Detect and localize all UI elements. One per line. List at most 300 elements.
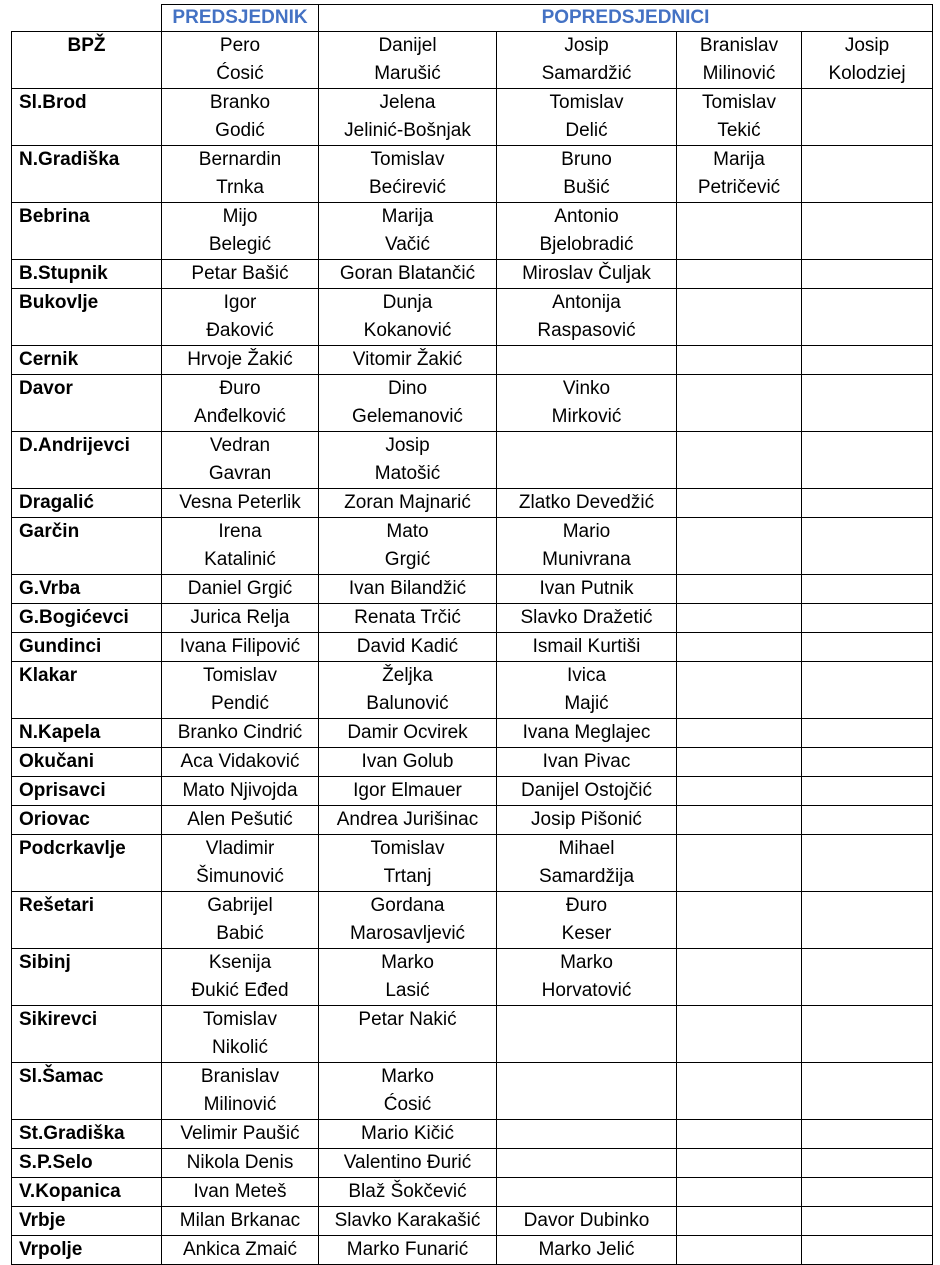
vice-president-cell: [319, 146, 497, 203]
person-name-line: David Kadić: [356, 636, 459, 657]
table-row: [12, 32, 933, 89]
person-name-line: Delić: [565, 120, 608, 141]
vice-president-cell: [677, 146, 802, 203]
vice-president-cell: [802, 89, 933, 146]
president-cell: [162, 575, 319, 604]
vice-president-cell: [319, 489, 497, 518]
person-name-line: Vedran: [209, 435, 271, 456]
person-name-line: Ivan Pivac: [542, 751, 631, 772]
person-name-line: Bruno: [561, 149, 612, 170]
person-name-line: Vitomir Žakić: [352, 349, 463, 370]
person-name-line: Ismail Kurtiši: [532, 636, 641, 657]
vice-president-cell: [319, 346, 497, 375]
person-name-line: Jelena: [379, 92, 436, 113]
person-name-line: Ivan Meteš: [193, 1181, 287, 1202]
president-cell: [162, 1149, 319, 1178]
officials-table: [11, 4, 933, 1265]
person-name-line: Munivrana: [542, 549, 631, 570]
vice-president-cell: [497, 892, 677, 949]
person-name-line: Matošić: [374, 463, 441, 484]
person-name-line: Ksenija: [208, 952, 272, 973]
vice-president-cell: [319, 949, 497, 1006]
vice-president-cell: [677, 489, 802, 518]
vice-president-cell: [677, 1207, 802, 1236]
person-name-line: Andrea Jurišinac: [336, 809, 479, 830]
vice-president-cell: [319, 518, 497, 575]
person-name-line: Ivana Filipović: [179, 636, 301, 657]
vice-president-cell: [677, 1178, 802, 1207]
municipality-name: Vrpolje: [12, 1236, 162, 1265]
vice-president-cell: [802, 748, 933, 777]
vice-president-cell: [677, 575, 802, 604]
vice-president-cell: [319, 203, 497, 260]
person-name-line: Mario: [562, 521, 611, 542]
table-body: [12, 5, 933, 1265]
table-row: [12, 260, 933, 289]
person-name-line: Marko: [381, 1066, 434, 1087]
vice-president-cell: [677, 949, 802, 1006]
vice-president-cell: [319, 719, 497, 748]
municipality-name: D.Andrijevci: [12, 432, 162, 489]
person-name-line: Raspasović: [537, 320, 636, 341]
vice-president-cell: [802, 835, 933, 892]
vice-president-cell: [497, 260, 677, 289]
municipality-name: Sl.Šamac: [12, 1063, 162, 1120]
person-name-line: Belegić: [208, 234, 272, 255]
vice-president-cell: [677, 1120, 802, 1149]
president-cell: [162, 489, 319, 518]
person-name-line: Zlatko Devedžić: [518, 492, 655, 513]
person-name-line: Branislav: [200, 1066, 280, 1087]
vice-president-cell: [319, 1120, 497, 1149]
vice-president-cell: [319, 892, 497, 949]
person-name-line: Vladimir: [205, 838, 275, 859]
person-name-line: Danijel Ostojčić: [521, 780, 652, 801]
person-name-line: Godić: [215, 120, 265, 141]
table-row: [12, 432, 933, 489]
person-name-line: Ivan Bilandžić: [348, 578, 467, 599]
vice-president-cell: [319, 806, 497, 835]
president-cell: [162, 604, 319, 633]
municipality-name: Oprisavci: [12, 777, 162, 806]
person-name-line: Samardžija: [538, 866, 635, 887]
person-name-line: Babić: [216, 923, 264, 944]
vice-president-cell: [802, 260, 933, 289]
person-name-line: Anđelković: [194, 406, 286, 427]
president-cell: [162, 1063, 319, 1120]
vice-president-cell: [497, 604, 677, 633]
vice-president-cell: [677, 835, 802, 892]
vice-president-cell: [497, 375, 677, 432]
person-name-line: Šimunović: [196, 866, 284, 887]
vice-president-cell: [497, 1178, 677, 1207]
person-name-line: Marko: [381, 952, 434, 973]
municipality-name: Davor: [12, 375, 162, 432]
table-row: [12, 203, 933, 260]
person-name-line: Slavko Dražetić: [520, 607, 653, 628]
person-name-line: Vesna Peterlik: [179, 492, 301, 513]
president-cell: [162, 518, 319, 575]
person-name-line: Irena: [218, 521, 262, 542]
vice-president-cell: [802, 346, 933, 375]
vice-president-cell: [802, 633, 933, 662]
municipality-name: Rešetari: [12, 892, 162, 949]
municipality-name: N.Kapela: [12, 719, 162, 748]
vice-president-cell: [319, 1236, 497, 1265]
person-name-line: Mario Kičić: [361, 1123, 454, 1144]
person-name-line: Đaković: [206, 320, 274, 341]
vice-president-cell: [802, 1236, 933, 1265]
vice-president-cell: [319, 604, 497, 633]
president-cell: [162, 1006, 319, 1063]
person-name-line: Zoran Majnarić: [344, 492, 471, 513]
municipality-name: N.Gradiška: [12, 146, 162, 203]
person-name-line: Antonio: [554, 206, 619, 227]
person-name-line: Tomislav: [203, 665, 277, 686]
president-cell: [162, 662, 319, 719]
person-name-line: Ivan Golub: [361, 751, 454, 772]
vice-president-cell: [497, 89, 677, 146]
vice-president-cell: [677, 633, 802, 662]
president-cell: [162, 949, 319, 1006]
president-cell: [162, 203, 319, 260]
municipality-name: Gundinci: [12, 633, 162, 662]
person-name-line: Mirković: [551, 406, 622, 427]
municipality-name: Garčin: [12, 518, 162, 575]
vice-president-cell: [802, 662, 933, 719]
person-name-line: Josip Pišonić: [531, 809, 642, 830]
table-row: [12, 806, 933, 835]
vice-president-cell: [497, 575, 677, 604]
vice-president-cell: [802, 289, 933, 346]
president-cell: [162, 289, 319, 346]
vice-president-cell: [677, 719, 802, 748]
person-name-line: Đuro: [565, 895, 608, 916]
person-name-line: Branislav: [699, 35, 779, 56]
person-name-line: Milinović: [702, 63, 776, 84]
vice-president-cell: [497, 1149, 677, 1178]
vice-president-cell: [319, 777, 497, 806]
person-name-line: Goran Blatančić: [339, 263, 476, 284]
vice-president-cell: [497, 633, 677, 662]
vice-president-cell: [497, 1120, 677, 1149]
county-label: BPŽ: [12, 32, 162, 89]
vice-president-cell: [497, 289, 677, 346]
table-row: [12, 1063, 933, 1120]
header-row: [12, 5, 933, 32]
person-name-line: Renata Trčić: [354, 607, 461, 628]
person-name-line: Marko: [560, 952, 613, 973]
person-name-line: Tomislav: [702, 92, 776, 113]
person-name-line: Ivana Meglajec: [522, 722, 651, 743]
municipality-name: Dragalić: [12, 489, 162, 518]
vice-president-cell: [802, 32, 933, 89]
person-name-line: Petar Nakić: [358, 1009, 457, 1030]
vice-president-cell: [677, 203, 802, 260]
person-name-line: Ćosić: [383, 1094, 432, 1115]
person-name-line: Marija: [713, 149, 765, 170]
vice-president-cell: [319, 835, 497, 892]
vice-president-cell: [497, 1207, 677, 1236]
vice-president-cell: [677, 777, 802, 806]
vice-president-cell: [802, 1120, 933, 1149]
table-row: [12, 777, 933, 806]
person-name-line: Ivica: [566, 665, 607, 686]
person-name-line: Vinko: [562, 378, 611, 399]
vice-president-cell: [319, 1149, 497, 1178]
vice-president-cell: [677, 346, 802, 375]
person-name-line: Igor Elmauer: [353, 780, 462, 801]
table-row: [12, 1006, 933, 1063]
municipality-name: G.Bogićevci: [12, 604, 162, 633]
vice-president-cell: [319, 1178, 497, 1207]
municipality-name: Sibinj: [12, 949, 162, 1006]
person-name-line: Dino: [387, 378, 428, 399]
vice-president-cell: [319, 662, 497, 719]
president-cell: [162, 89, 319, 146]
person-name-line: Valentino Đurić: [343, 1152, 472, 1173]
vice-president-cell: [802, 575, 933, 604]
table-row: [12, 1178, 933, 1207]
table-row: [12, 375, 933, 432]
vice-president-cell: [802, 1063, 933, 1120]
vice-president-cell: [497, 748, 677, 777]
vice-president-cell: [497, 949, 677, 1006]
municipality-name: Klakar: [12, 662, 162, 719]
person-name-line: Bernardin: [198, 149, 282, 170]
president-cell: [162, 1120, 319, 1149]
vice-president-cell: [677, 1236, 802, 1265]
president-cell: [162, 375, 319, 432]
person-name-line: Keser: [561, 923, 612, 944]
person-name-line: Josip: [564, 35, 609, 56]
table-row: [12, 489, 933, 518]
vice-president-cell: [497, 32, 677, 89]
person-name-line: Jelinić-Bošnjak: [344, 120, 471, 141]
president-cell: [162, 32, 319, 89]
municipality-name: Sikirevci: [12, 1006, 162, 1063]
person-name-line: Đuro: [219, 378, 261, 399]
municipality-name: V.Kopanica: [12, 1178, 162, 1207]
person-name-line: Gavran: [208, 463, 272, 484]
vice-president-cell: [802, 806, 933, 835]
vice-president-cell: [802, 375, 933, 432]
person-name-line: Slavko Karakašić: [334, 1210, 481, 1231]
person-name-line: Ivan Putnik: [539, 578, 634, 599]
person-name-line: Marosavljević: [349, 923, 466, 944]
municipality-name: St.Gradiška: [12, 1120, 162, 1149]
table-row: [12, 892, 933, 949]
person-name-line: Tomislav: [549, 92, 624, 113]
vice-president-cell: [319, 1063, 497, 1120]
person-name-line: Marko Funarić: [346, 1239, 469, 1260]
president-cell: [162, 806, 319, 835]
person-name-line: Trnka: [216, 177, 264, 198]
person-name-line: Dunja: [382, 292, 433, 313]
table-row: [12, 662, 933, 719]
municipality-name: Podcrkavlje: [12, 835, 162, 892]
person-name-line: Tomislav: [370, 149, 445, 170]
vice-president-cell: [319, 633, 497, 662]
vice-president-cell: [802, 949, 933, 1006]
vice-president-cell: [319, 575, 497, 604]
person-name-line: Đukić Eđed: [191, 980, 289, 1001]
person-name-line: Tomislav: [370, 838, 445, 859]
person-name-line: Trtanj: [383, 866, 432, 887]
vice-president-cell: [677, 604, 802, 633]
vice-president-cell: [677, 1006, 802, 1063]
municipality-name: G.Vrba: [12, 575, 162, 604]
person-name-line: Balunović: [366, 693, 449, 714]
president-cell: [162, 146, 319, 203]
vice-president-cell: [677, 375, 802, 432]
municipality-name: Bebrina: [12, 203, 162, 260]
president-cell: [162, 719, 319, 748]
person-name-line: Majić: [564, 693, 609, 714]
vice-president-cell: [497, 1236, 677, 1265]
vice-president-cell: [497, 1063, 677, 1120]
table-row: [12, 1149, 933, 1178]
vice-president-cell: [319, 1207, 497, 1236]
person-name-line: Marko Jelić: [538, 1239, 635, 1260]
municipality-name: Sl.Brod: [12, 89, 162, 146]
president-cell: [162, 777, 319, 806]
municipality-name: S.P.Selo: [12, 1149, 162, 1178]
vice-president-cell: [497, 835, 677, 892]
vice-president-cell: [319, 1006, 497, 1063]
vice-president-cell: [497, 662, 677, 719]
vice-president-cell: [677, 518, 802, 575]
president-cell: [162, 432, 319, 489]
table-row: [12, 719, 933, 748]
person-name-line: Horvatović: [541, 980, 632, 1001]
vice-president-cell: [677, 432, 802, 489]
person-name-line: Samardžić: [541, 63, 632, 84]
vice-president-cell: [677, 1149, 802, 1178]
municipality-name: B.Stupnik: [12, 260, 162, 289]
vice-president-cell: [319, 375, 497, 432]
president-cell: [162, 633, 319, 662]
table-row: [12, 949, 933, 1006]
person-name-line: Gordana: [370, 895, 445, 916]
person-name-line: Mihael: [558, 838, 615, 859]
header-blank-cell: [12, 5, 162, 32]
person-name-line: Aca Vidaković: [180, 751, 300, 772]
table-row: [12, 1236, 933, 1265]
vice-president-cell: [802, 1207, 933, 1236]
vice-president-cell: [497, 346, 677, 375]
vice-president-cell: [497, 1006, 677, 1063]
person-name-line: Josip: [844, 35, 890, 56]
person-name-line: Miroslav Čuljak: [522, 263, 651, 284]
president-cell: [162, 748, 319, 777]
vice-president-cell: [497, 432, 677, 489]
vice-president-cell: [319, 289, 497, 346]
vice-president-cell: [497, 806, 677, 835]
vice-president-cell: [802, 1006, 933, 1063]
vice-president-cell: [497, 518, 677, 575]
person-name-line: Milinović: [203, 1094, 277, 1115]
person-name-line: Gelemanović: [352, 406, 463, 427]
person-name-line: Antonija: [552, 292, 621, 313]
person-name-line: Marija: [381, 206, 434, 227]
vice-president-cell: [497, 146, 677, 203]
person-name-line: Grgić: [384, 549, 431, 570]
vice-president-cell: [319, 748, 497, 777]
vice-president-cell: [319, 260, 497, 289]
vice-president-cell: [802, 489, 933, 518]
vice-president-cell: [677, 806, 802, 835]
vice-president-cell: [497, 719, 677, 748]
person-name-line: Tekić: [717, 120, 761, 141]
table-row: [12, 748, 933, 777]
person-name-line: Bećirević: [368, 177, 447, 198]
president-cell: [162, 260, 319, 289]
vice-president-cell: [802, 203, 933, 260]
vice-president-cell: [802, 518, 933, 575]
table-row: [12, 518, 933, 575]
table-row: [12, 146, 933, 203]
person-name-line: Mato: [386, 521, 429, 542]
person-name-line: Velimir Paušić: [180, 1123, 300, 1144]
vice-president-cell: [497, 203, 677, 260]
person-name-line: Ankica Zmaić: [182, 1239, 298, 1260]
table-row: [12, 1120, 933, 1149]
president-cell: [162, 1207, 319, 1236]
person-name-line: Marušić: [374, 63, 441, 84]
person-name-line: Petar Bašić: [191, 263, 289, 284]
table-row: [12, 604, 933, 633]
person-name-line: Pero: [219, 35, 261, 56]
president-cell: [162, 892, 319, 949]
person-name-line: Lasić: [385, 980, 430, 1001]
person-name-line: Bušić: [563, 177, 610, 198]
vice-president-cell: [497, 777, 677, 806]
president-cell: [162, 1236, 319, 1265]
person-name-line: Pendić: [210, 693, 270, 714]
vice-president-cell: [802, 146, 933, 203]
table-row: [12, 346, 933, 375]
person-name-line: Igor: [223, 292, 257, 313]
person-name-line: Tomislav: [203, 1009, 277, 1030]
person-name-line: Hrvoje Žakić: [187, 349, 293, 370]
table-row: [12, 1207, 933, 1236]
president-cell: [162, 1178, 319, 1207]
vice-president-cell: [802, 719, 933, 748]
vice-president-cell: [802, 1178, 933, 1207]
person-name-line: Blaž Šokčević: [348, 1181, 467, 1202]
vice-president-cell: [319, 32, 497, 89]
person-name-line: Kolodziej: [828, 63, 906, 84]
person-name-line: Vačić: [384, 234, 431, 255]
vice-president-cell: [497, 489, 677, 518]
table-row: [12, 289, 933, 346]
vice-president-cell: [677, 32, 802, 89]
table-row: [12, 633, 933, 662]
table-row: [12, 89, 933, 146]
person-name-line: Bjelobradić: [539, 234, 634, 255]
person-name-line: Milan Brkanac: [179, 1210, 301, 1231]
vice-president-cell: [677, 89, 802, 146]
person-name-line: Mijo: [222, 206, 258, 227]
vice-president-cell: [802, 432, 933, 489]
person-name-line: Davor Dubinko: [523, 1210, 650, 1231]
person-name-line: Josip: [385, 435, 430, 456]
vice-president-cell: [677, 662, 802, 719]
person-name-line: Danijel: [378, 35, 437, 56]
vice-president-cell: [677, 748, 802, 777]
vice-president-cell: [802, 604, 933, 633]
